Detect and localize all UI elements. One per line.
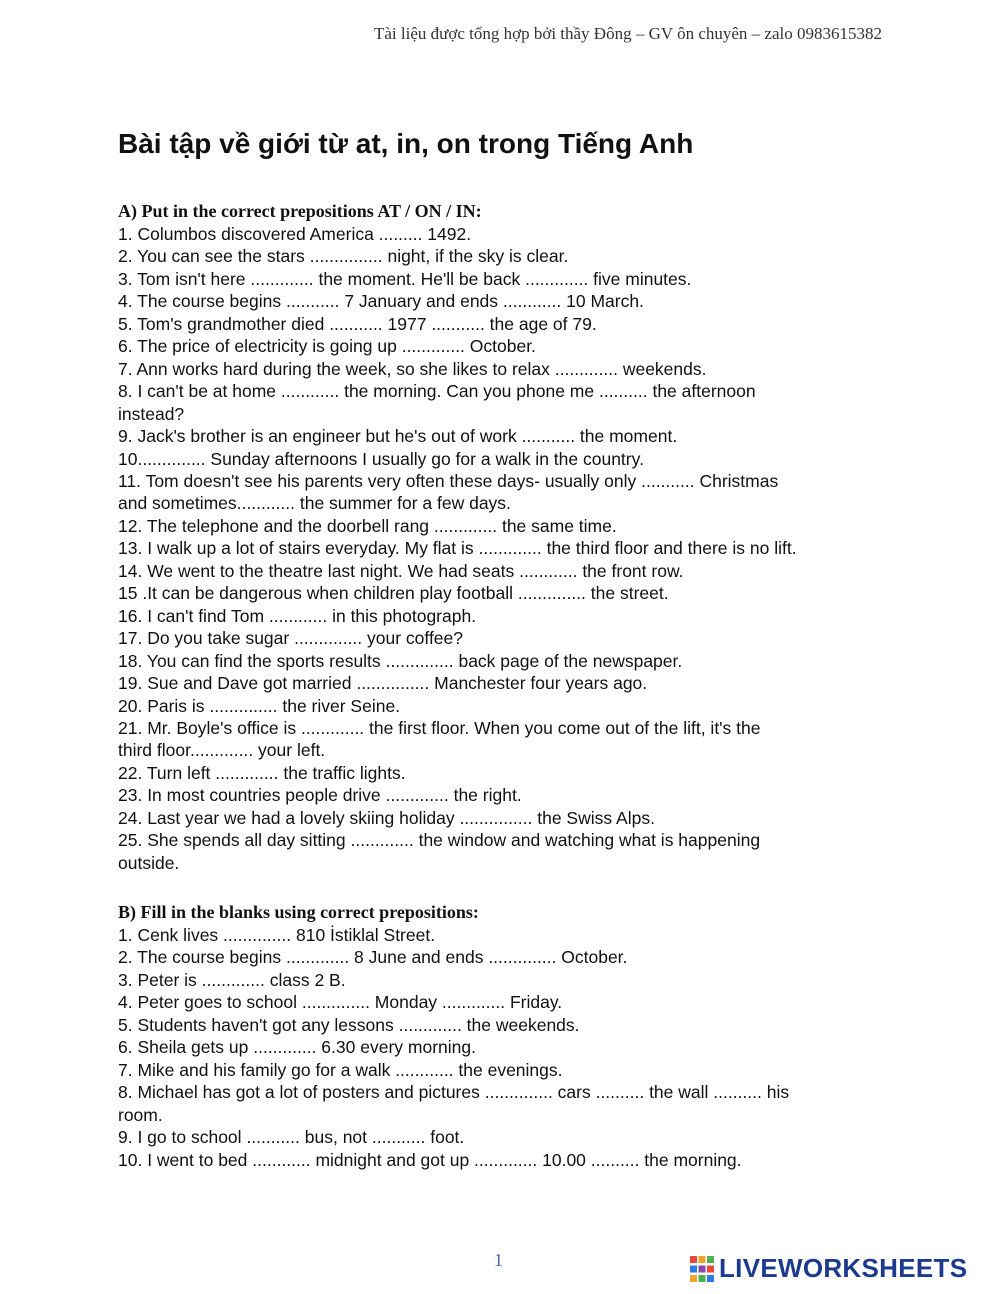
section-b-list xyxy=(118,924,898,1171)
exercise-line: 3. Tom isn't here ............. the moment. He'll be back ............. five minutes. xyxy=(118,268,692,289)
exercise-line: 13. I walk up a lot of stairs everyday. My flat is ............. the third floor and there is no lift. xyxy=(118,538,797,559)
exercise-line: room. xyxy=(118,1104,163,1125)
exercise-line: 10.............. Sunday afternoons I usually go for a walk in the country. xyxy=(118,448,644,469)
exercise-line: 7. Mike and his family go for a walk ............ the evenings. xyxy=(118,1059,563,1080)
section-a xyxy=(118,199,898,874)
exercise-line: 20. Paris is .............. the river Seine. xyxy=(118,695,401,716)
exercise-line: third floor............. your left. xyxy=(118,740,326,761)
exercise-line: 16. I can't find Tom ............ in this photograph. xyxy=(118,605,477,626)
exercise-line: 3. Peter is ............. class 2 B. xyxy=(118,969,346,990)
exercise-line: 10. I went to bed ............ midnight and got up ............. 10.00 .......... the morning. xyxy=(118,1149,742,1170)
exercise-line: and sometimes............ the summer for a few days. xyxy=(118,493,511,514)
exercise-line: 23. In most countries people drive ............. the right. xyxy=(118,785,522,806)
exercise-line: 1. Cenk lives .............. 810 İstiklal Street. xyxy=(118,925,436,945)
exercise-line: 14. We went to the theatre last night. We had seats ............ the front row. xyxy=(118,560,684,581)
exercise-line: 8. I can't be at home ............ the morning. Can you phone me .......... the afternoon xyxy=(118,381,756,402)
section-a-list xyxy=(118,223,898,874)
exercise-line: 18. You can find the sports results .............. back page of the newspaper. xyxy=(118,650,683,671)
exercise-line: 4. Peter goes to school .............. Monday ............. Friday. xyxy=(118,992,563,1013)
liveworksheets-logo-icon xyxy=(690,1256,714,1282)
exercise-line: 25. She spends all day sitting ............. the window and watching what is happening xyxy=(118,830,761,851)
page-title: Bài tập về giới từ at, in, on trong Tiếng Anh xyxy=(118,128,694,159)
exercise-line: 7. Ann works hard during the week, so she likes to relax ............. weekends. xyxy=(118,358,707,379)
page-number: 1 xyxy=(494,1250,503,1270)
liveworksheets-logo-text: LIVEWORKSHEETS xyxy=(719,1253,968,1283)
section-b-heading: B) Fill in the blanks using correct prepositions: xyxy=(118,902,479,922)
exercise-line: 9. Jack's brother is an engineer but he's out of work ........... the moment. xyxy=(118,426,678,447)
section-a-heading: A) Put in the correct prepositions AT / ON / IN: xyxy=(118,201,482,221)
exercise-line: 2. You can see the stars ............... night, if the sky is clear. xyxy=(118,246,569,267)
exercise-line: 9. I go to school ........... bus, not ........... foot. xyxy=(118,1127,465,1148)
exercise-line: 15 .It can be dangerous when children play football .............. the street. xyxy=(118,583,669,604)
exercise-line: 6. Sheila gets up ............. 6.30 every morning. xyxy=(118,1037,476,1058)
exercise-line: 5. Tom's grandmother died ........... 1977 ........... the age of 79. xyxy=(118,313,597,334)
liveworksheets-logo[interactable] xyxy=(690,1253,967,1284)
exercise-line: outside. xyxy=(118,852,180,873)
exercise-line: 5. Students haven't got any lessons ............. the weekends. xyxy=(118,1014,580,1035)
section-b xyxy=(118,900,898,1171)
exercise-line: 2. The course begins ............. 8 June and ends .............. October. xyxy=(118,947,628,968)
exercise-line: 12. The telephone and the doorbell rang ............. the same time. xyxy=(118,515,617,536)
page-header: Tài liệu được tổng hợp bởi thầy Đông – GV ôn chuyên – zalo 0983615382 xyxy=(373,24,882,43)
exercise-line: 19. Sue and Dave got married ............... Manchester four years ago. xyxy=(118,673,648,694)
exercise-line: 4. The course begins ........... 7 January and ends ............ 10 March. xyxy=(118,291,644,312)
exercise-line: 17. Do you take sugar .............. your coffee? xyxy=(118,628,464,649)
exercise-line: 1. Columbos discovered America ......... 1492. xyxy=(118,224,472,244)
exercise-line: 24. Last year we had a lovely skiing holiday ............... the Swiss Alps. xyxy=(118,807,655,828)
exercise-line: 6. The price of electricity is going up ............. October. xyxy=(118,336,536,357)
exercise-line: 11. Tom doesn't see his parents very often these days- usually only ........... Christmas xyxy=(118,470,779,491)
exercise-line: 8. Michael has got a lot of posters and pictures .............. cars .......... the wall .......... his xyxy=(118,1082,790,1103)
exercise-line: 21. Mr. Boyle's office is ............. the first floor. When you come out of the lift, it's the xyxy=(118,717,761,738)
exercise-line: 22. Turn left ............. the traffic lights. xyxy=(118,762,406,783)
exercise-line: instead? xyxy=(118,403,185,424)
